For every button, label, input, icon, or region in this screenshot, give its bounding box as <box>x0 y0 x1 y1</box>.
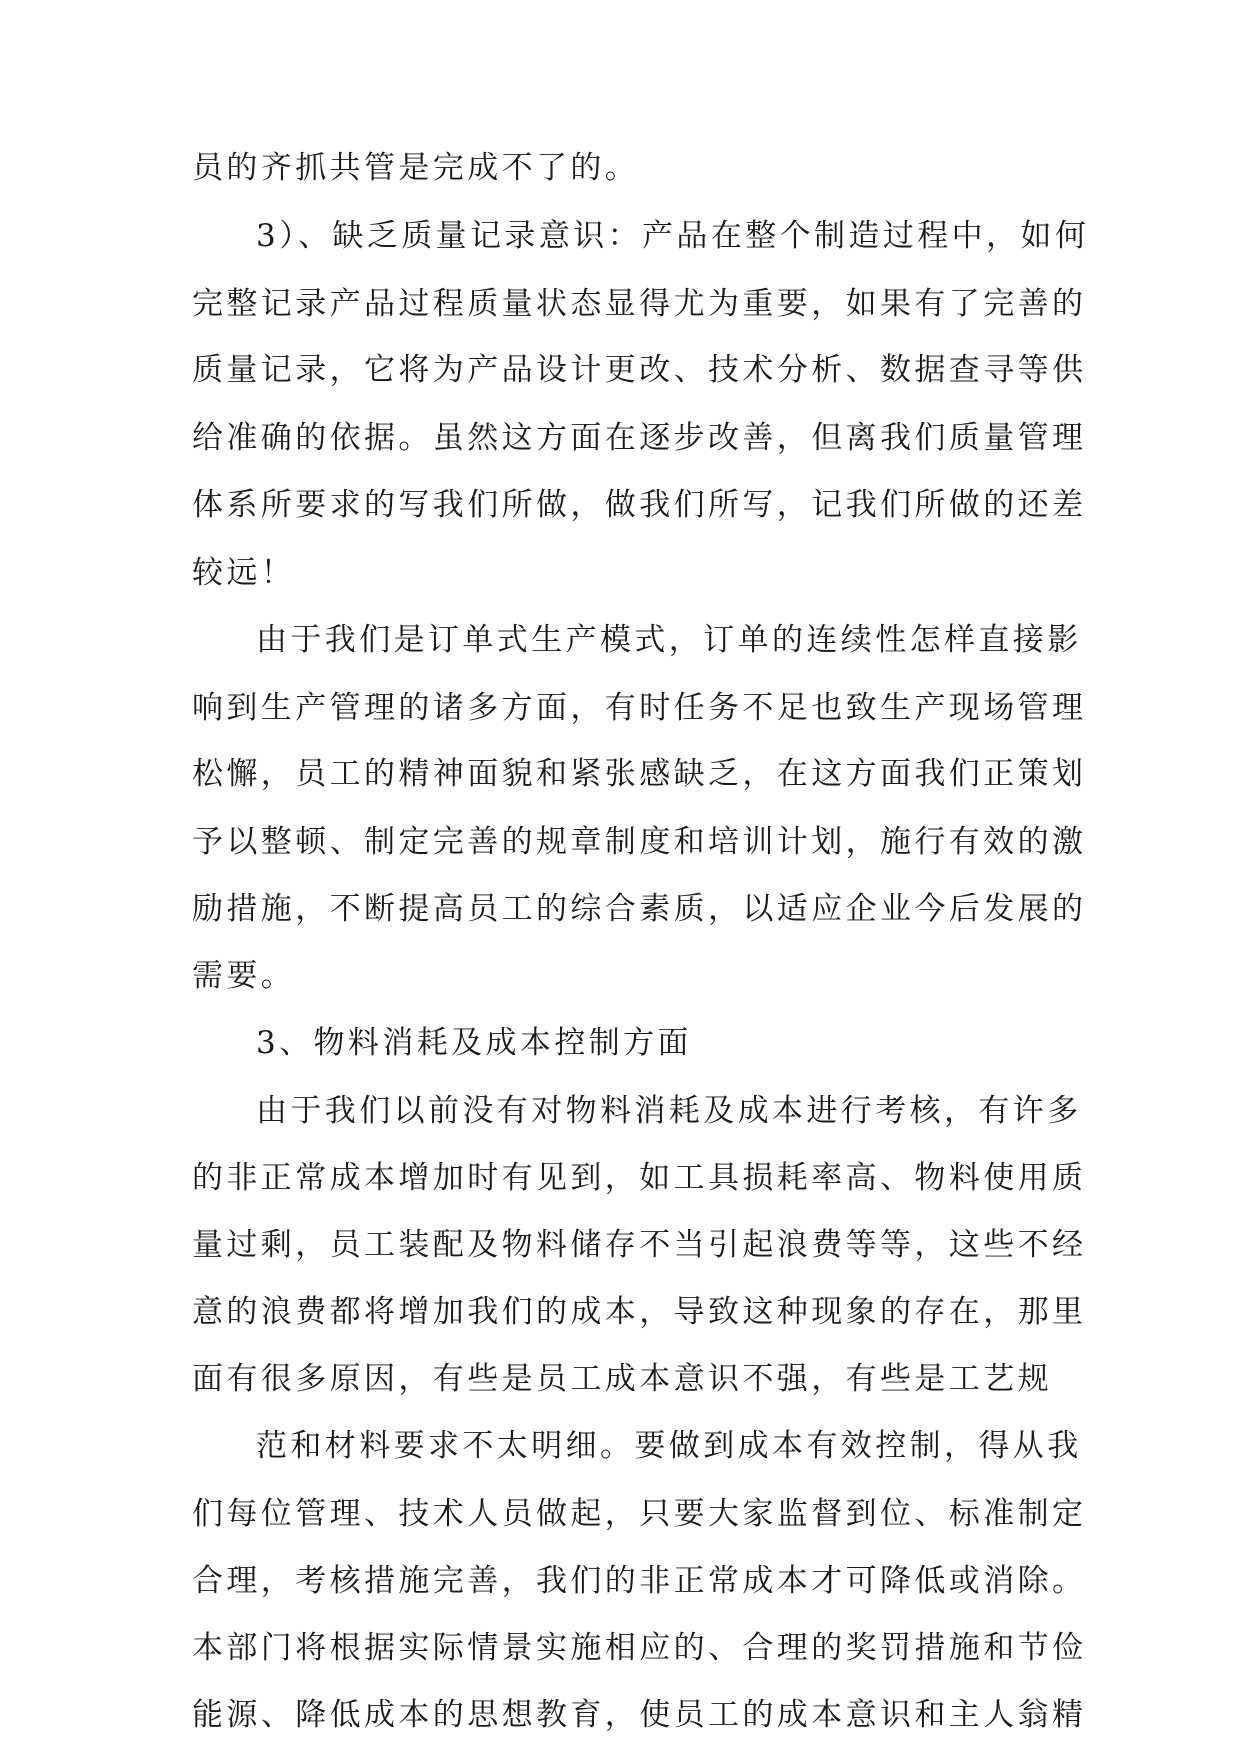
text-line: 合理，考核措施完善，我们的非正常成本才可降低或消除。 <box>192 1563 1087 1599</box>
text-line: 3）、缺乏质量记录意识：产品在整个制造过程中，如何 <box>256 218 1090 254</box>
text-line: 们每位管理、技术人员做起，只要大家监督到位、标准制定 <box>192 1496 1087 1532</box>
text-line: 予以整顿、制定完善的规章制度和培训计划，施行有效的激 <box>192 824 1087 860</box>
text-line: 面有很多原因，有些是员工成本意识不强，有些是工艺规 <box>192 1361 1052 1397</box>
text-line: 意的浪费都将增加我们的成本，导致这种现象的存在，那里 <box>192 1294 1087 1330</box>
text-line: 体系所要求的写我们所做，做我们所写，记我们所做的还差 <box>192 487 1087 523</box>
text-line: 响到生产管理的诸多方面，有时任务不足也致生产现场管理 <box>192 690 1087 726</box>
text-line: 员的齐抓共管是完成不了的。 <box>192 150 640 186</box>
text-line: 由于我们以前没有对物料消耗及成本进行考核，有许多 <box>256 1093 1082 1129</box>
text-line: 较远！ <box>192 555 296 591</box>
text-line: 能源、降低成本的思想教育，使员工的成本意识和主人翁精 <box>192 1697 1087 1733</box>
text-line: 完整记录产品过程质量状态显得尤为重要，如果有了完善的 <box>192 286 1087 322</box>
text-line: 的非正常成本增加时有见到，如工具损耗率高、物料使用质 <box>192 1160 1087 1196</box>
section-heading: 3、物料消耗及成本控制方面 <box>256 1025 692 1061</box>
text-line: 本部门将根据实际情景实施相应的、合理的奖罚措施和节俭 <box>192 1630 1087 1666</box>
text-line: 需要。 <box>192 958 296 994</box>
text-line: 松懈，员工的精神面貌和紧张感缺乏，在这方面我们正策划 <box>192 756 1087 792</box>
text-line: 范和材料要求不太明细。要做到成本有效控制，得从我 <box>256 1428 1082 1464</box>
text-line: 由于我们是订单式生产模式，订单的连续性怎样直接影 <box>256 622 1082 658</box>
text-line: 质量记录，它将为产品设计更改、技术分析、数据查寻等供 <box>192 352 1087 388</box>
text-line: 励措施，不断提高员工的综合素质，以适应企业今后发展的 <box>192 891 1087 927</box>
text-line: 给准确的依据。虽然这方面在逐步改善，但离我们质量管理 <box>192 420 1087 456</box>
text-line: 量过剩，员工装配及物料储存不当引起浪费等等，这些不经 <box>192 1227 1087 1263</box>
